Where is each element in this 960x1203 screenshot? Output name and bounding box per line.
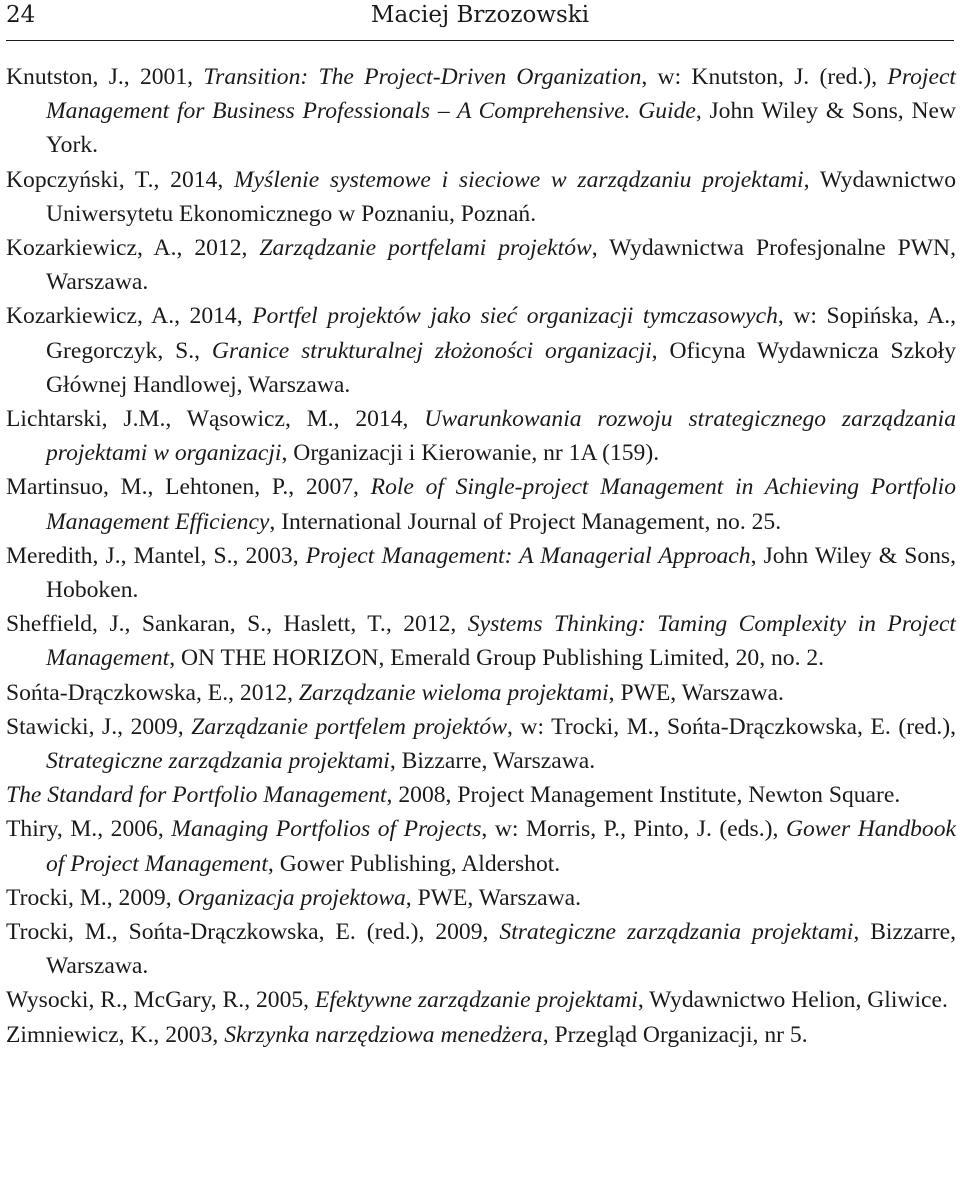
reference-title: Portfel projektów jako sieć organizacji tymczasowych (252, 303, 778, 330)
reference-title: Gower Handbook of Project Management (46, 816, 957, 877)
reference-title: Transition: The Project-Driven Organization (203, 64, 642, 90)
header-rule (6, 40, 954, 41)
reference-text: Meredith, J., Mantel, S., 2003, (6, 542, 306, 569)
page-number: 24 (6, 2, 36, 28)
reference-text: , International Journal of Project Management, no. 25. (269, 508, 782, 535)
reference-text: , w: Knutston, J. (red.), (641, 64, 888, 90)
reference-text: , Wydawnictwo Uniwersytetu Ekonomicznego w Poznaniu, Poznań. (46, 166, 956, 227)
reference-entry (6, 778, 956, 812)
reference-entry (6, 402, 956, 470)
page-header (0, 0, 960, 34)
reference-title: The Standard for Portfolio Management (6, 782, 387, 809)
reference-text: Kozarkiewicz, A., 2014, (6, 303, 253, 330)
reference-title: Efektywne zarządzanie projektami (314, 987, 638, 1014)
reference-title: Granice strukturalnej złożoności organizacji (211, 337, 652, 364)
reference-entry (6, 539, 956, 607)
reference-text: , w: Morris, P., Pinto, J. (eds.), (481, 816, 786, 843)
reference-title: Myślenie systemowe i sieciowe w zarządzaniu projektami (234, 166, 804, 193)
reference-text: Trocki, M., Sońta-Drączkowska, E. (red.), 2009, (6, 919, 500, 946)
reference-text: , PWE, Warszawa. (405, 884, 582, 911)
reference-text: , ON THE HORIZON, Emerald Group Publishing Limited, 20, no. 2. (169, 645, 825, 672)
reference-text: , Organizacji i Kierowanie, nr 1A (159). (281, 440, 660, 467)
reference-text: , Przegląd Organizacji, nr 5. (542, 1021, 808, 1048)
bibliography-list (6, 60, 956, 1052)
reference-entry (6, 299, 956, 402)
reference-text: Kopczyński, T., 2014, (6, 166, 235, 193)
reference-text: Lichtarski, J.M., Wąsowicz, M., 2014, (6, 406, 425, 433)
reference-title: Project Management: A Managerial Approach (305, 542, 751, 569)
reference-entry (6, 915, 956, 983)
reference-title: Strategiczne zarządzania projektami (499, 919, 854, 946)
reference-text: , 2008, Project Management Institute, Newton Square. (386, 782, 901, 809)
reference-title: Zarządzanie portfelami projektów (259, 235, 592, 262)
reference-title: Skrzynka narzędziowa menedżera (224, 1021, 543, 1048)
reference-title: Uwarunkowania rozwoju strategicznego zarządzania projektami w organizacji (46, 406, 956, 467)
reference-entry (6, 983, 956, 1017)
reference-entry (6, 1018, 956, 1052)
reference-title: Managing Portfolios of Projects (171, 816, 482, 843)
reference-text: Kozarkiewicz, A., 2012, (6, 235, 260, 262)
reference-text: , PWE, Warszawa. (608, 679, 784, 706)
running-head-author: Maciej Brzozowski (370, 2, 590, 28)
reference-entry (6, 607, 956, 675)
reference-text: , Bizzarre, Warszawa. (389, 748, 596, 775)
reference-text: Wysocki, R., McGary, R., 2005, (6, 987, 315, 1014)
reference-text: Knutston, J., 2001, (6, 64, 204, 90)
reference-text: , Gower Publishing, Aldershot. (267, 850, 561, 877)
reference-entry (6, 231, 956, 299)
reference-text: , Oficyna Wydawnicza Szkoły Głównej Handlowej, Warszawa. (46, 337, 956, 398)
reference-text: Sońta-Drączkowska, E., 2012, (6, 679, 299, 706)
reference-title: Zarządzanie portfelem projektów (191, 713, 507, 740)
reference-title: Project Management for Business Professionals – A Comprehensive. Guide (46, 64, 956, 125)
reference-text: , w: Sopińska, A., Gregorczyk, S., (46, 303, 956, 364)
reference-text: , Bizzarre, Warszawa. (46, 919, 956, 980)
reference-entry (6, 60, 956, 163)
reference-text: , Wydawnictwo Helion, Gliwice. (637, 987, 948, 1014)
reference-title: Role of Single-project Management in Achieving Portfolio Management Efficiency (46, 474, 956, 535)
reference-text: Stawicki, J., 2009, (6, 713, 192, 740)
reference-text: , John Wiley & Sons, Hoboken. (46, 542, 957, 604)
reference-entry (6, 470, 956, 538)
reference-entry (6, 163, 956, 231)
reference-text: Zimniewicz, K., 2003, (6, 1021, 225, 1048)
reference-text: , John Wiley & Sons, New York. (46, 98, 956, 159)
reference-title: Zarządzanie wieloma projektami (298, 679, 609, 706)
reference-title: Organizacja projektowa (177, 884, 406, 911)
reference-title: Strategiczne zarządzania projektami (46, 748, 390, 775)
reference-text: Thiry, M., 2006, (6, 816, 172, 843)
reference-text: , Wydawnictwa Profesjonalne PWN, Warszawa. (46, 235, 956, 296)
reference-text: Trocki, M., 2009, (6, 884, 178, 911)
reference-title: Systems Thinking: Taming Complexity in Project Management (46, 611, 956, 672)
reference-entry (6, 881, 956, 915)
reference-entry (6, 676, 956, 710)
reference-entry (6, 710, 956, 778)
reference-text: Martinsuo, M., Lehtonen, P., 2007, (6, 474, 371, 501)
reference-text: , w: Trocki, M., Sońta-Drączkowska, E. (red.), (506, 713, 957, 740)
reference-entry (6, 812, 956, 880)
reference-text: Sheffield, J., Sankaran, S., Haslett, T., 2012, (6, 611, 468, 638)
